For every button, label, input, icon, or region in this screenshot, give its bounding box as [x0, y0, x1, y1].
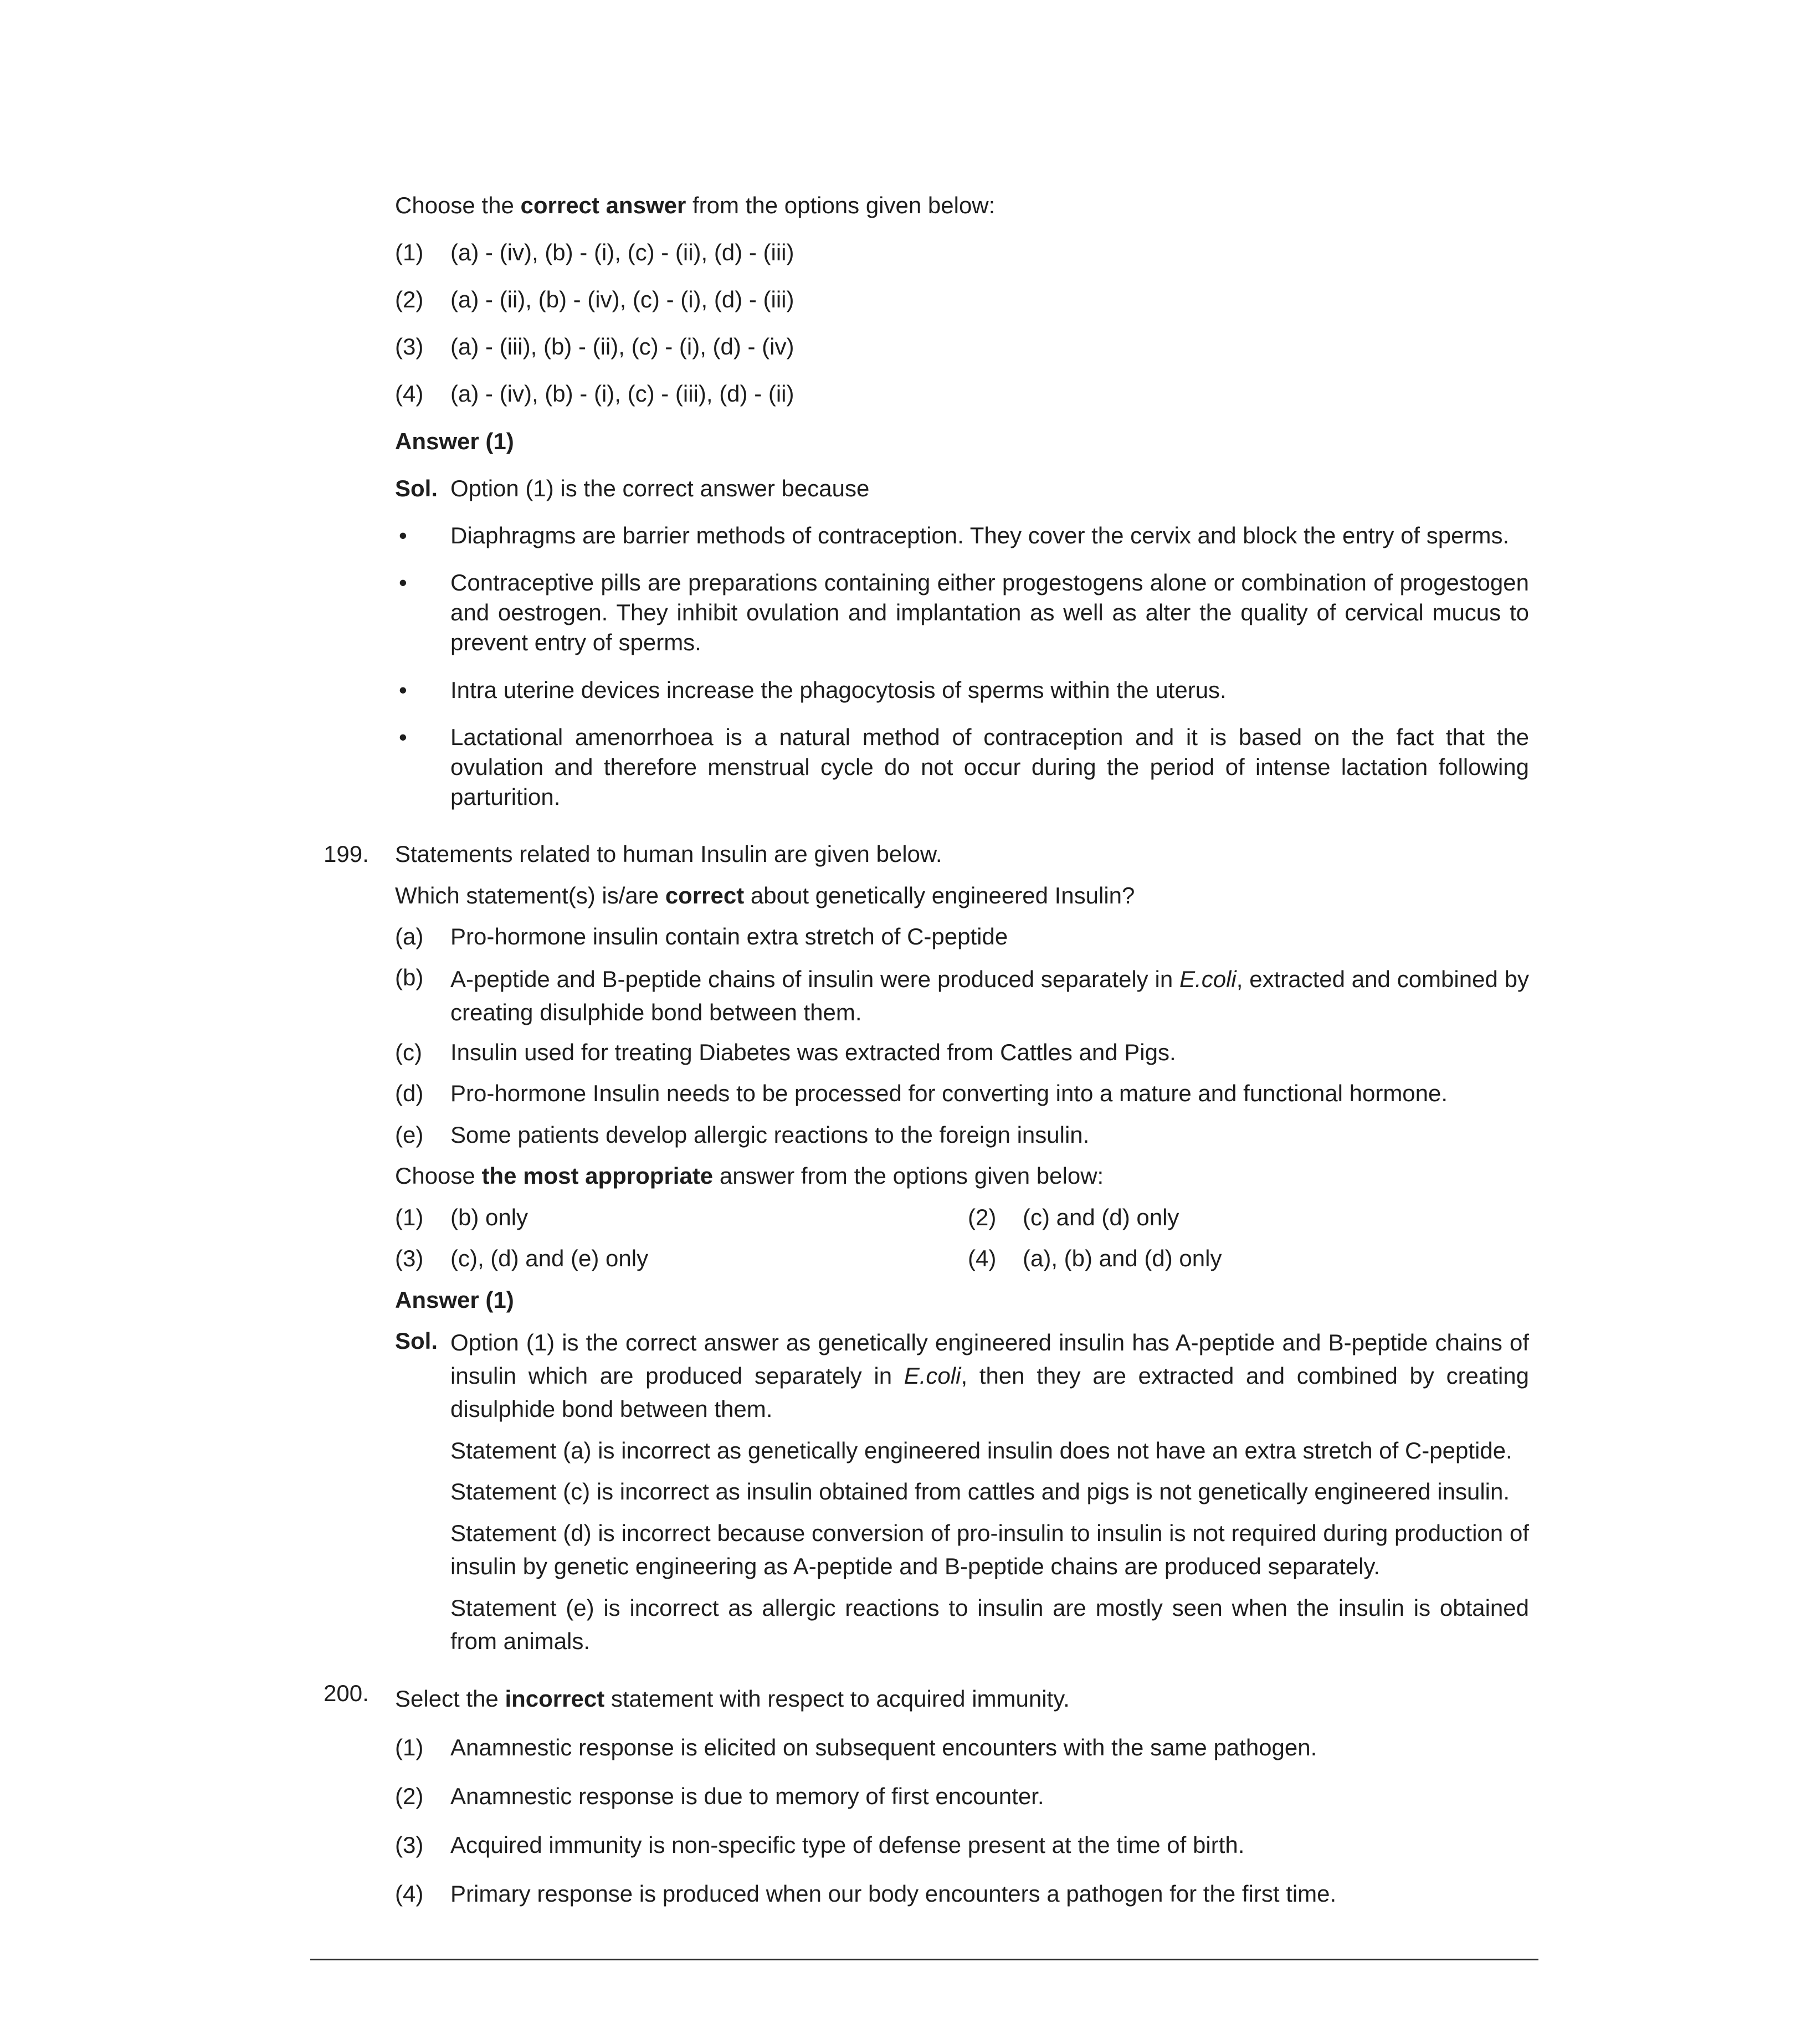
sol-text: Option (1) is the correct answer as genetically engineered insulin has A-peptide and B-peptide chains of insulin which are produced separately in E.coli, then they are extracted and combined by creating disulphide bond between them. — [450, 1329, 1529, 1422]
option-number: (4) — [395, 1881, 424, 1907]
statement-label: (e) — [395, 1122, 424, 1148]
statement-label: (c) — [395, 1039, 422, 1065]
question-stem: Statements related to human Insulin are given below. — [395, 841, 942, 867]
option-text: Anamnestic response is elicited on subsequent encounters with the same pathogen. — [450, 1734, 1317, 1760]
bullet-icon: • — [399, 677, 407, 703]
option-text: Acquired immunity is non-specific type of defense present at the time of birth. — [450, 1832, 1245, 1858]
statement-label: (b) — [395, 964, 424, 990]
option-text: (a) - (ii), (b) - (iv), (c) - (i), (d) - (iii) — [450, 286, 794, 312]
option-text: (a) - (iv), (b) - (i), (c) - (iii), (d) - (ii) — [450, 381, 794, 407]
question-number: 199. — [324, 841, 369, 867]
option-text: Anamnestic response is due to memory of first encounter. — [450, 1783, 1044, 1809]
bullet-text: Contraceptive pills are preparations containing either progestogens alone or combination of progestogen and oestrogen. They inhibit ovulation and implantation as well as alter the quality of cervical mucus to prevent entry of sperms. — [450, 569, 1529, 655]
option-number: (2) — [395, 1783, 424, 1809]
option-text: (a), (b) and (d) only — [1023, 1245, 1222, 1271]
statement-text: Pro-hormone insulin contain extra stretch of C-peptide — [450, 923, 1008, 949]
option-number: (3) — [395, 333, 424, 360]
option-number: (1) — [395, 1204, 424, 1230]
option-text: Primary response is produced when our body encounters a pathogen for the first time. — [450, 1881, 1337, 1907]
option-text: (c), (d) and (e) only — [450, 1245, 649, 1271]
option-number: (1) — [395, 1734, 424, 1760]
option-number: (2) — [395, 286, 424, 312]
sol-text: Option (1) is the correct answer because — [450, 475, 870, 501]
option-number: (4) — [968, 1245, 997, 1271]
bullet-icon: • — [399, 522, 407, 548]
statement-text: Insulin used for treating Diabetes was extracted from Cattles and Pigs. — [450, 1039, 1176, 1065]
bullet-icon: • — [399, 724, 407, 750]
statement-label: (d) — [395, 1080, 424, 1106]
statement-label: (a) — [395, 923, 424, 949]
option-number: (4) — [395, 381, 424, 407]
statement-text: Some patients develop allergic reactions to the foreign insulin. — [450, 1122, 1090, 1148]
bullet-text: Lactational amenorrhoea is a natural method of contraception and it is based on the fact that the ovulation and therefore menstrual cycle do not occur during the period of intense lactation following parturition. — [450, 724, 1529, 810]
option-number: (3) — [395, 1832, 424, 1858]
option-number: (3) — [395, 1245, 424, 1271]
option-text: (a) - (iii), (b) - (ii), (c) - (i), (d) - (iv) — [450, 333, 794, 360]
bullet-text: Intra uterine devices increase the phagocytosis of sperms within the uterus. — [450, 677, 1227, 703]
option-text: (a) - (iv), (b) - (i), (c) - (ii), (d) - (iii) — [450, 239, 794, 265]
statement-text: Pro-hormone Insulin needs to be processed for converting into a mature and functional hormone. — [450, 1080, 1448, 1106]
footer-rule — [310, 1959, 1538, 1960]
bullet-icon: • — [399, 569, 407, 595]
question-number: 200. — [324, 1680, 369, 1706]
sol-label: Sol. — [395, 475, 438, 501]
option-text: (b) only — [450, 1204, 529, 1230]
option-number: (1) — [395, 239, 424, 265]
statement-text: A-peptide and B-peptide chains of insulin were produced separately in E.coli, extracted and combined by creating disulphide bond between them. — [450, 966, 1529, 1025]
option-number: (2) — [968, 1204, 997, 1230]
bullet-text: Diaphragms are barrier methods of contraception. They cover the cervix and block the entry of sperms. — [450, 522, 1510, 548]
document-page: Choose the correct answer from the options given below: (1) (a) - (iv), (b) - (i), (c) - (ii), (d) - (iii) (2) (a) - (ii), (b) - (iv), (c) - (i), (d) - (iii) (3) (a) - (iii), (b) - (ii), (c) - (i), (d) - (iv) (4) (a) - (iv), (b) - (i), (c) - (iii), (d) - (ii) Answer (1) Sol. Option (1) is the correct answer because • Diaphragms are barrier methods of contraception. They cover the cervix and block the entry of sperms. • Contraceptive pills are preparations containing either progestogens alone or combination of progestogen and oestrogen. They inhibit ovulation and implantation as well as alter the quality of cervical mucus to prevent entry of sperms. • Intra uterine devices increase the phagocytosis of sperms within the uterus. • Lactational amenorrhoea is a natural method of contraception and it is based on the fact that the ovulation and therefore menstrual cycle do not occur during the period of intense lactation following parturition. 199. Statements related to human Insulin are given below. Which statement(s) is/are correct about genetically engineered Insulin? (a) Pro-hormone insulin contain extra stretch of C-peptide (b) A-peptide and B-peptide chains of insulin were produced separately in E.coli, extracted and combined by creating disulphide bond between them. (c) Insulin used for treating Diabetes was extracted from Cattles and Pigs. (d) Pro-hormone Insulin needs to be processed for converting into a mature and functional hormone. (e) Some patients develop allergic reactions to the foreign insulin. Choose the most appropriate answer from the options given below: (1) (b) only (2) (c) and (d) only (3) (c), (d) and (e) only (4) (a), (b) and (d) only Answer (1) Sol. Option (1) is the correct answer as genetically engineered insulin has A-peptide and B-peptide chains of insulin which are produced separately in E.coli, then they are extracted and combined by creating disulphide bond between them. Statement (a) is incorrect as genetically engineered insulin does not have an extra stretch of C-peptide. Statement (c) is incorrect as insulin obtained from cattles and pigs is not genetically engineered insulin. Statement (d) is incorrect because conversion of pro-insulin to insulin is not required during production of insulin by genetic engineering as A-peptide and B-peptide chains are produced separately. Statement (e) is incorrect as allergic reactions to insulin are mostly seen when the insulin is obtained from animals. 200. Select the incorrect statement with respect to acquired immunity. (1) Anamnestic response is elicited on subsequent encounters with the same pathogen. (2) Anamnestic response is due to memory of first encounter. (3) Acquired immunity is non-specific type of defense present at the time of birth. (4) Primary response is produced when our body encounters a pathogen for the first time. — [0, 0, 1811, 2044]
sol-label: Sol. — [395, 1328, 438, 1354]
option-text: (c) and (d) only — [1023, 1204, 1179, 1230]
